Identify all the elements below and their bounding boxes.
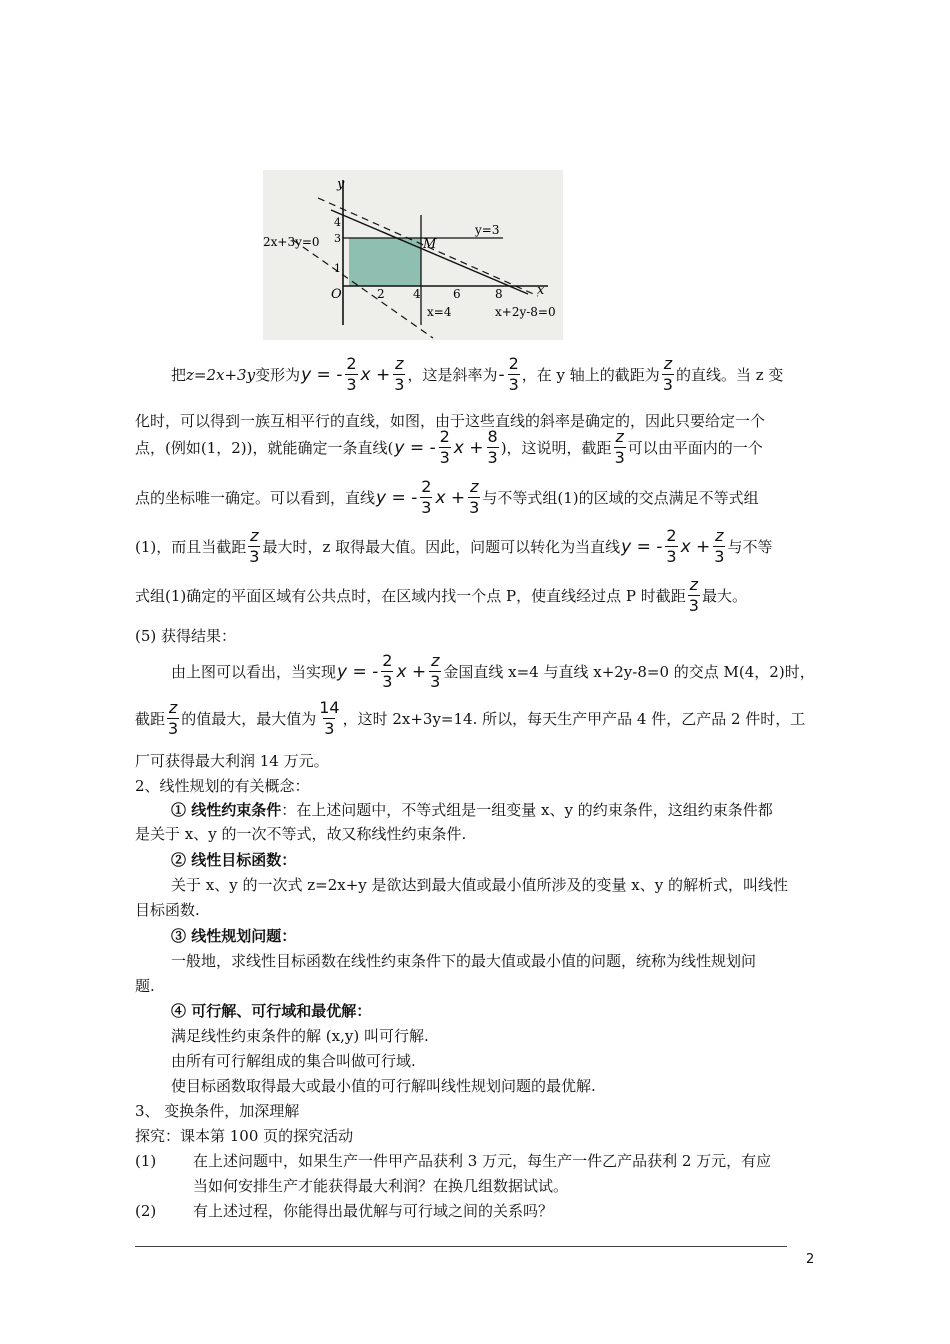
text-segment: 点的坐标唯一确定。可以看到，直线	[135, 489, 376, 507]
para-line-13	[135, 823, 825, 844]
fraction-z-3	[468, 479, 480, 516]
para-line-18	[135, 950, 825, 971]
denominator: 3	[346, 375, 357, 394]
line-x4-label: x=4	[427, 305, 452, 319]
numerator: z	[431, 651, 440, 670]
denominator: 3	[614, 448, 625, 467]
text-segment: 与不等式组(1)的区域的交点满足不等式组	[482, 489, 759, 507]
line-y3-label: y=3	[475, 223, 500, 237]
numerator: 2	[439, 427, 450, 446]
fraction-z-3	[662, 356, 674, 393]
y-tick-4: 4	[334, 216, 341, 229]
para-line-22	[135, 1050, 825, 1071]
para-line-25	[135, 1125, 825, 1146]
fraction-2-3	[439, 429, 451, 466]
numerator: 14	[319, 698, 340, 717]
feasible-region-figure	[263, 170, 563, 340]
section-heading-3	[135, 1100, 825, 1121]
fraction-2-3	[345, 356, 357, 393]
para-line-17	[135, 925, 825, 946]
para-line-23	[135, 1075, 825, 1096]
fraction-2-3	[665, 528, 677, 565]
math-y-eq: y = -	[394, 437, 436, 458]
denominator: 3	[714, 547, 725, 566]
denominator: 3	[324, 719, 335, 738]
text-segment: 金国直线 x=4 与直线 x+2y-8=0 的交点 M(4，2)时，	[443, 663, 815, 681]
text-segment: 最大时，z 取得最大值。因此，问题可以转化为当直线	[262, 538, 621, 556]
text-segment: (1)，而且当截距	[135, 538, 247, 556]
fraction-z-3	[688, 577, 700, 614]
point-m-label: M	[423, 237, 437, 252]
text-segment: 由所有可行解组成的集合叫做可行域.	[171, 1052, 416, 1070]
fraction-8-3	[487, 429, 499, 466]
math-x-plus: x +	[396, 661, 427, 682]
fraction-z-3	[393, 356, 405, 393]
text-segment: 由上图可以看出，当实现	[171, 663, 337, 681]
math-y-eq: y = -	[621, 536, 663, 557]
text-segment: 目标函数.	[135, 901, 200, 919]
para-line-5	[135, 528, 825, 565]
math-x-plus: x +	[453, 437, 484, 458]
numerator: 8	[487, 427, 498, 446]
fraction-z-3	[614, 429, 626, 466]
denominator: 3	[439, 448, 450, 467]
footer-rule	[135, 1246, 787, 1247]
para-line-21	[135, 1025, 825, 1046]
para-line-8	[135, 653, 825, 690]
numerator: z	[395, 354, 404, 373]
fraction-z-3	[167, 700, 179, 737]
denominator: 3	[469, 498, 480, 517]
text-segment: 截距	[135, 710, 166, 728]
fraction-2-3	[381, 653, 393, 690]
text-segment: 当如何安排生产才能获得最大利润？在换几组数据试试。	[193, 1177, 569, 1195]
para-line-15	[135, 874, 825, 895]
text-segment: 满足线性约束条件的解 (x,y) 叫可行解.	[171, 1027, 429, 1045]
text-segment: )，这说明，截距	[500, 439, 612, 457]
denominator: 3	[688, 596, 699, 615]
numerator: z	[250, 526, 259, 545]
text-segment: 把	[171, 366, 187, 384]
para-line-16	[135, 899, 825, 920]
x-tick-6: 6	[453, 287, 461, 301]
math-minus: -	[498, 364, 505, 385]
feasible-region-graph	[263, 170, 563, 340]
text-segment: 的值最大，最大值为	[181, 710, 317, 728]
text-segment: 使目标函数取得最大或最小值的可行解叫线性规划问题的最优解.	[171, 1077, 596, 1095]
section-heading-5	[135, 625, 825, 646]
y-axis-label: y	[337, 177, 345, 192]
text-segment: 题.	[135, 977, 155, 995]
fraction-14-3	[318, 700, 340, 737]
text-segment: 与不等	[727, 538, 773, 556]
question-number: (1)	[135, 1151, 157, 1170]
text-segment: ：在上述问题中，不等式组是一组变量 x、y 的约束条件，这组约束条件都	[281, 801, 773, 819]
denominator: 3	[487, 448, 498, 467]
text-segment: 的直线。当 z 变	[675, 366, 784, 384]
text-segment: ，这时 2x+3y=14. 所以，每天生产甲产品 4 件，乙产品 2 件时，工	[342, 710, 806, 728]
term-linear-programming: ③ 线性规划问题：	[171, 927, 297, 945]
numerator: z	[470, 477, 479, 496]
fraction-z-3	[429, 653, 441, 690]
text-segment: (5) 获得结果：	[135, 627, 237, 645]
text-segment: 关于 x、y 的一次式 z=2x+y 是欲达到最大值或最小值所涉及的变量 x、y 的解析式，叫线性	[171, 876, 788, 894]
y-tick-1: 1	[334, 262, 341, 275]
text-segment: 一般地，求线性目标函数在线性约束条件下的最大值或最小值的问题，统称为线性规划问	[171, 952, 757, 970]
fraction-2-3	[420, 479, 432, 516]
origin-label: O	[331, 287, 342, 302]
question-2	[135, 1200, 825, 1221]
text-segment: 最大。	[701, 587, 747, 605]
numerator: z	[715, 526, 724, 545]
denominator: 3	[168, 719, 179, 738]
text-segment: 厂可获得最大利润 14 万元。	[135, 752, 329, 770]
para-line-10	[135, 750, 825, 771]
denominator: 3	[394, 375, 405, 394]
text-segment: 有上述过程，你能得出最优解与可行域之间的关系吗？	[193, 1202, 554, 1220]
para-line-14	[135, 849, 825, 870]
term-linear-objective: ② 线性目标函数：	[171, 851, 297, 869]
numerator: 2	[421, 477, 432, 496]
x-tick-4: 4	[413, 287, 421, 301]
text-segment: 在上述问题中，如果生产一件甲产品获利 3 万元，每生产一件乙产品获利 2 万元，有应	[193, 1152, 772, 1170]
numerator: z	[689, 575, 699, 594]
text-segment: 探究：课本第 100 页的探究活动	[135, 1127, 354, 1145]
page-number: 2	[806, 1252, 815, 1267]
line-b-label: x+2y-8=0	[495, 305, 556, 319]
para-line-3	[135, 429, 825, 466]
term-feasible-optimal: ④ 可行解、可行域和最优解：	[171, 1002, 372, 1020]
numerator: 2	[666, 526, 677, 545]
numerator: z	[168, 698, 178, 717]
x-tick-8: 8	[495, 287, 503, 301]
denominator: 3	[382, 672, 393, 691]
text-segment: 是关于 x、y 的一次不等式，故又称线性约束条件.	[135, 825, 467, 843]
denominator: 3	[249, 547, 260, 566]
objective-expression: z=2x+3y	[186, 365, 256, 384]
question-1-cont	[135, 1175, 825, 1196]
denominator: 3	[666, 547, 677, 566]
text-segment: 可以由平面内的一个	[627, 439, 763, 457]
fraction-z-3	[248, 528, 260, 565]
text-segment: 3、 变换条件，加深理解	[135, 1102, 300, 1120]
numerator: z	[615, 427, 624, 446]
para-line-20	[135, 1000, 825, 1021]
math-y-eq: y = -	[301, 364, 343, 385]
text-segment: ，这是斜率为	[407, 366, 498, 384]
fraction-z-3	[713, 528, 725, 565]
question-number: (2)	[135, 1201, 157, 1220]
denominator: 3	[421, 498, 432, 517]
math-x-plus: x +	[680, 536, 711, 557]
text-segment: 化时，可以得到一族互相平行的直线，如图，由于这些直线的斜率是确定的，因此只要给定一个	[135, 412, 766, 430]
feasible-region	[349, 238, 421, 286]
numerator: z	[663, 354, 673, 373]
para-line-4	[135, 479, 825, 516]
numerator: 2	[382, 651, 393, 670]
para-line-6	[135, 577, 825, 614]
denominator: 3	[662, 375, 673, 394]
fraction-2-3	[508, 356, 520, 393]
para-line-1	[135, 356, 825, 393]
denominator: 3	[430, 672, 441, 691]
math-y-eq: y = -	[376, 487, 418, 508]
text-segment: 变形为	[255, 366, 301, 384]
x-axis-label: x	[537, 283, 545, 298]
x-tick-2: 2	[377, 287, 385, 301]
text-segment: 点，(例如(1，2))，就能确定一条直线(	[135, 439, 394, 457]
question-1	[135, 1150, 825, 1171]
y-tick-3: 3	[334, 232, 341, 245]
math-x-plus: x +	[435, 487, 466, 508]
line-a-label: 2x+3y=0	[263, 235, 320, 249]
numerator: 2	[346, 354, 357, 373]
para-line-9	[135, 700, 825, 737]
text-segment: ，在 y 轴上的截距为	[521, 366, 660, 384]
para-line-2	[135, 410, 825, 431]
math-x-plus: x +	[360, 364, 391, 385]
text-segment: 2、线性规划的有关概念：	[135, 777, 310, 795]
numerator: 2	[508, 354, 519, 373]
denominator: 3	[508, 375, 519, 394]
para-line-12	[135, 799, 825, 820]
math-y-eq: y = -	[337, 661, 379, 682]
text-segment: 式组(1)确定的平面区域有公共点时，在区域内找一个点 P，使直线经过点 P 时截距	[135, 587, 686, 605]
section-heading-2	[135, 775, 825, 796]
para-line-19	[135, 975, 825, 996]
term-linear-constraints: ① 线性约束条件	[171, 801, 282, 819]
